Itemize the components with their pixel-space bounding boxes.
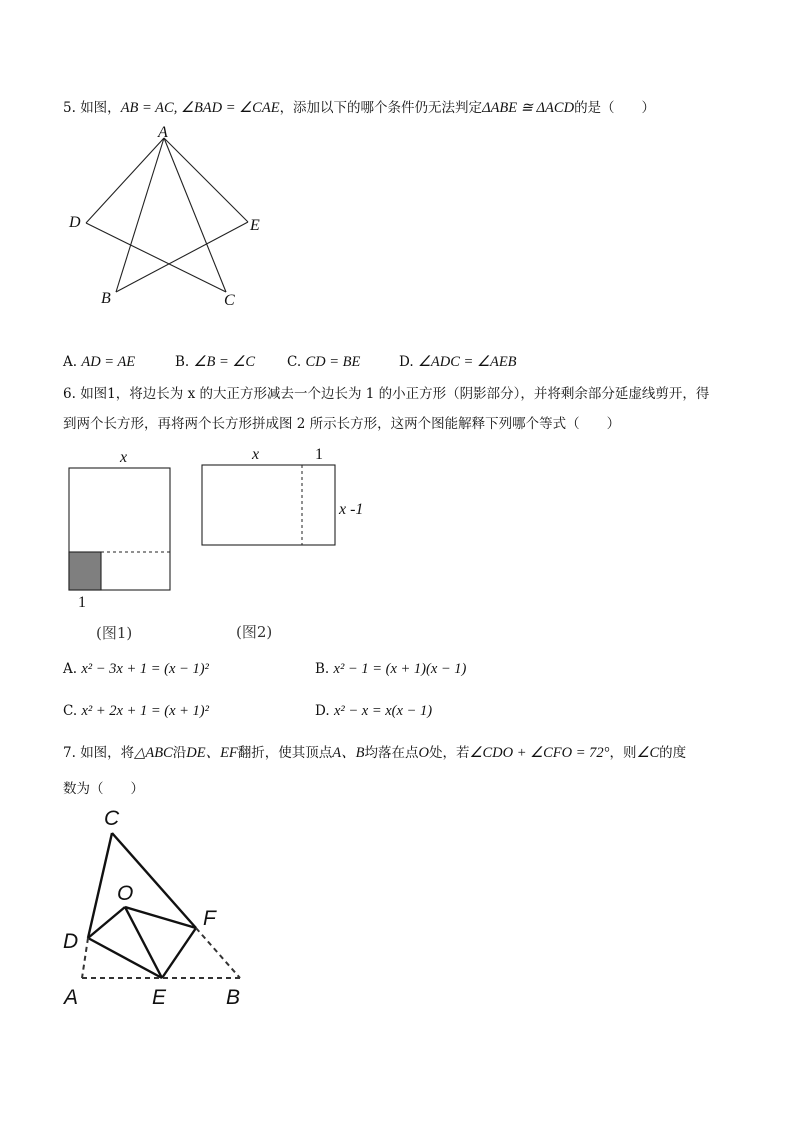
q7-dashed-da [82, 938, 88, 978]
q7-side-cf [112, 833, 196, 928]
q6-fig1-caption: (图1) [96, 624, 133, 642]
q6-fig2-top-label-x: x [252, 446, 260, 463]
q6-fig2-caption: (图2) [236, 623, 273, 641]
q5-label-b: B [101, 290, 111, 307]
q5-segment-ae [164, 138, 248, 222]
q5-option-a[interactable]: A. AD = AE [63, 354, 136, 370]
q6-fig2-side-label: x -1 [339, 501, 364, 518]
q6-option-d[interactable]: D. x² − x = x(x − 1) [315, 703, 433, 719]
q5-option-d[interactable]: D. ∠ADC = ∠AEB [399, 354, 517, 370]
q7-label-b: B [226, 986, 241, 1009]
q5-segment-ad [86, 138, 164, 223]
q5-segment-ac [164, 138, 226, 292]
q7-dashed-fb [196, 928, 240, 978]
q6-fig1-shaded-square [69, 552, 101, 590]
q5-mid: ，添加以下的哪个条件仍无法判定 [279, 100, 483, 116]
q6-figure-2 [198, 445, 378, 645]
q7-stem-line1: 7. 如图，将△ABC沿DE、EF翻折，使其顶点A、B均落在点O处，若∠CDO + ∠CFO = 72°，则∠C的度 [63, 745, 687, 761]
q5-stem [63, 98, 655, 118]
q6-fig1-top-label: x [120, 449, 128, 466]
q5-label-c: C [224, 292, 235, 309]
q5-label-e: E [250, 217, 260, 234]
q5-label-d: D [69, 214, 81, 231]
q6-stem-line1 [63, 384, 709, 404]
q5-segment-db [86, 223, 226, 292]
q5-number: 5. [63, 100, 76, 116]
q5-segment-ab [116, 138, 164, 292]
q7-label-d: D [63, 930, 79, 953]
q5-label-a: A [158, 124, 168, 141]
q6-option-a[interactable]: A. x² − 3x + 1 = (x − 1)² [63, 661, 209, 677]
q5-figure [60, 124, 280, 318]
q5-congruence: ΔABE ≅ ΔACD [482, 100, 575, 116]
q6-stem-line2: 到两个长方形，再将两个长方形拼成图 2 所示长方形，这两个图能解释下列哪个等式（ ） [63, 416, 621, 432]
q7-label-e: E [152, 986, 167, 1009]
q7-label-f: F [203, 907, 216, 930]
q5-option-b[interactable]: B. ∠B = ∠C [175, 354, 256, 370]
q5-condition: AB = AC, ∠BAD = ∠CAE [120, 100, 280, 116]
q6-fig2-top-label-1: 1 [315, 446, 323, 463]
q7-stem-line2: 数为（ ） [63, 781, 144, 797]
q7-number: 7. [63, 745, 76, 761]
q7-segment-ef [162, 928, 196, 978]
q5-segment-eb [116, 222, 248, 292]
q6-option-b[interactable]: B. x² − 1 = (x + 1)(x − 1) [315, 661, 467, 677]
q6-fig2-rectangle [202, 465, 335, 545]
q5-option-c[interactable]: C. CD = BE [287, 354, 361, 370]
q5-post: 的是（ ） [574, 100, 656, 116]
q6-number: 6. [63, 386, 76, 402]
q7-label-a: A [64, 986, 79, 1009]
q7-figure [58, 800, 268, 1015]
q6-option-c[interactable]: C. x² + 2x + 1 = (x + 1)² [63, 703, 209, 719]
q6-figure-1 [60, 445, 190, 645]
q6-fig1-bottom-label: 1 [78, 594, 86, 611]
q6-line1: 如图1，将边长为 x 的大正方形减去一个边长为 1 的小正方形（阴影部分），并将剩余部分延虚线剪开，得 [80, 386, 710, 402]
q5-pre: 如图， [80, 100, 121, 116]
q7-label-c: C [104, 807, 120, 830]
q7-label-o: O [117, 882, 134, 905]
